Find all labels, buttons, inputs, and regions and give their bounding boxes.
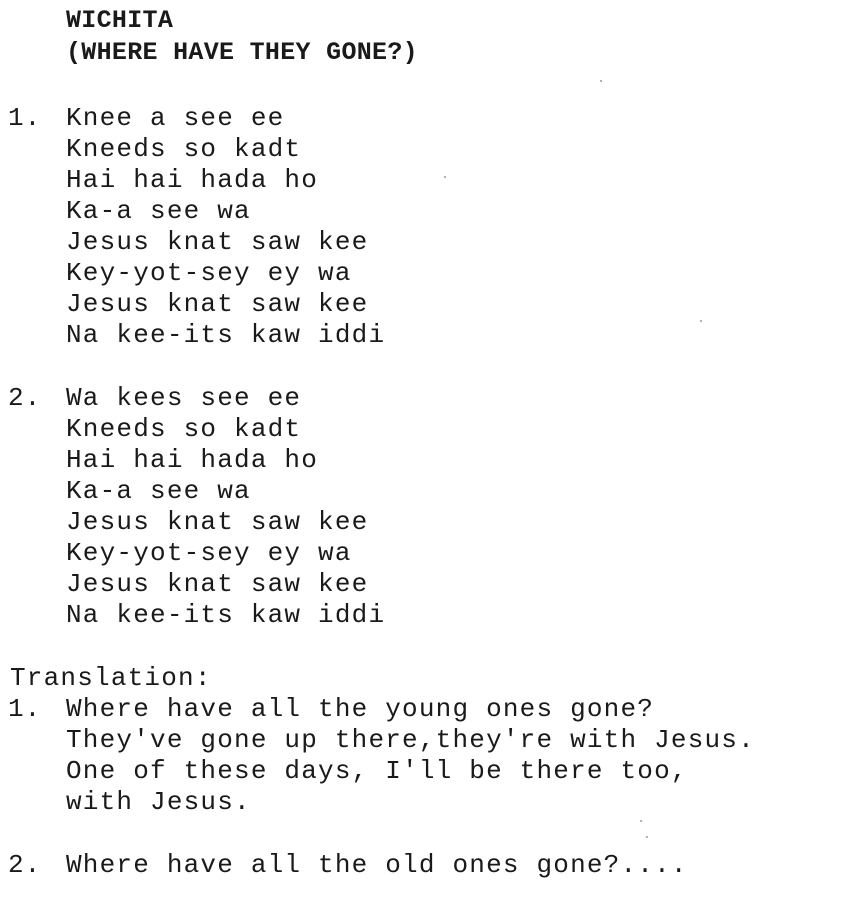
translation-number: 1. [8, 694, 42, 724]
scan-speck [600, 80, 602, 82]
verse-line: Wa kees see ee [66, 383, 302, 413]
verse-line: Jesus knat saw kee [66, 289, 369, 319]
verse-number: 1. [8, 103, 42, 133]
verse-line: Jesus knat saw kee [66, 507, 369, 537]
verse-line: Knee a see ee [66, 103, 285, 133]
translation-line: Where have all the young ones gone? [66, 694, 655, 724]
scan-speck [646, 836, 648, 838]
translation-line: Where have all the old ones gone?.... [66, 850, 688, 880]
translation-line: One of these days, I'll be there too, [66, 756, 688, 786]
verse-line: Na kee-its kaw iddi [66, 600, 386, 630]
verse-line: Jesus knat saw kee [66, 569, 369, 599]
verse-line: Ka-a see wa [66, 196, 251, 226]
verse-line: Kneeds so kadt [66, 134, 302, 164]
verse-line: Hai hai hada ho [66, 165, 319, 195]
song-title: WICHITA [66, 6, 174, 35]
verse-line: Kneeds so kadt [66, 414, 302, 444]
translation-line: with Jesus. [66, 787, 251, 817]
scan-speck [640, 820, 642, 822]
verse-line: Na kee-its kaw iddi [66, 320, 386, 350]
scan-speck [444, 176, 446, 178]
verse-line: Hai hai hada ho [66, 445, 319, 475]
verse-number: 2. [8, 383, 42, 413]
verse-line: Jesus knat saw kee [66, 227, 369, 257]
translation-line: They've gone up there,they're with Jesus. [66, 725, 755, 755]
translation-heading: Translation: [10, 663, 212, 693]
verse-line: Key-yot-sey ey wa [66, 538, 352, 568]
translation-number: 2. [8, 850, 42, 880]
song-subtitle: (WHERE HAVE THEY GONE?) [66, 38, 418, 67]
verse-line: Ka-a see wa [66, 476, 251, 506]
verse-line: Key-yot-sey ey wa [66, 258, 352, 288]
scan-speck [700, 320, 702, 322]
